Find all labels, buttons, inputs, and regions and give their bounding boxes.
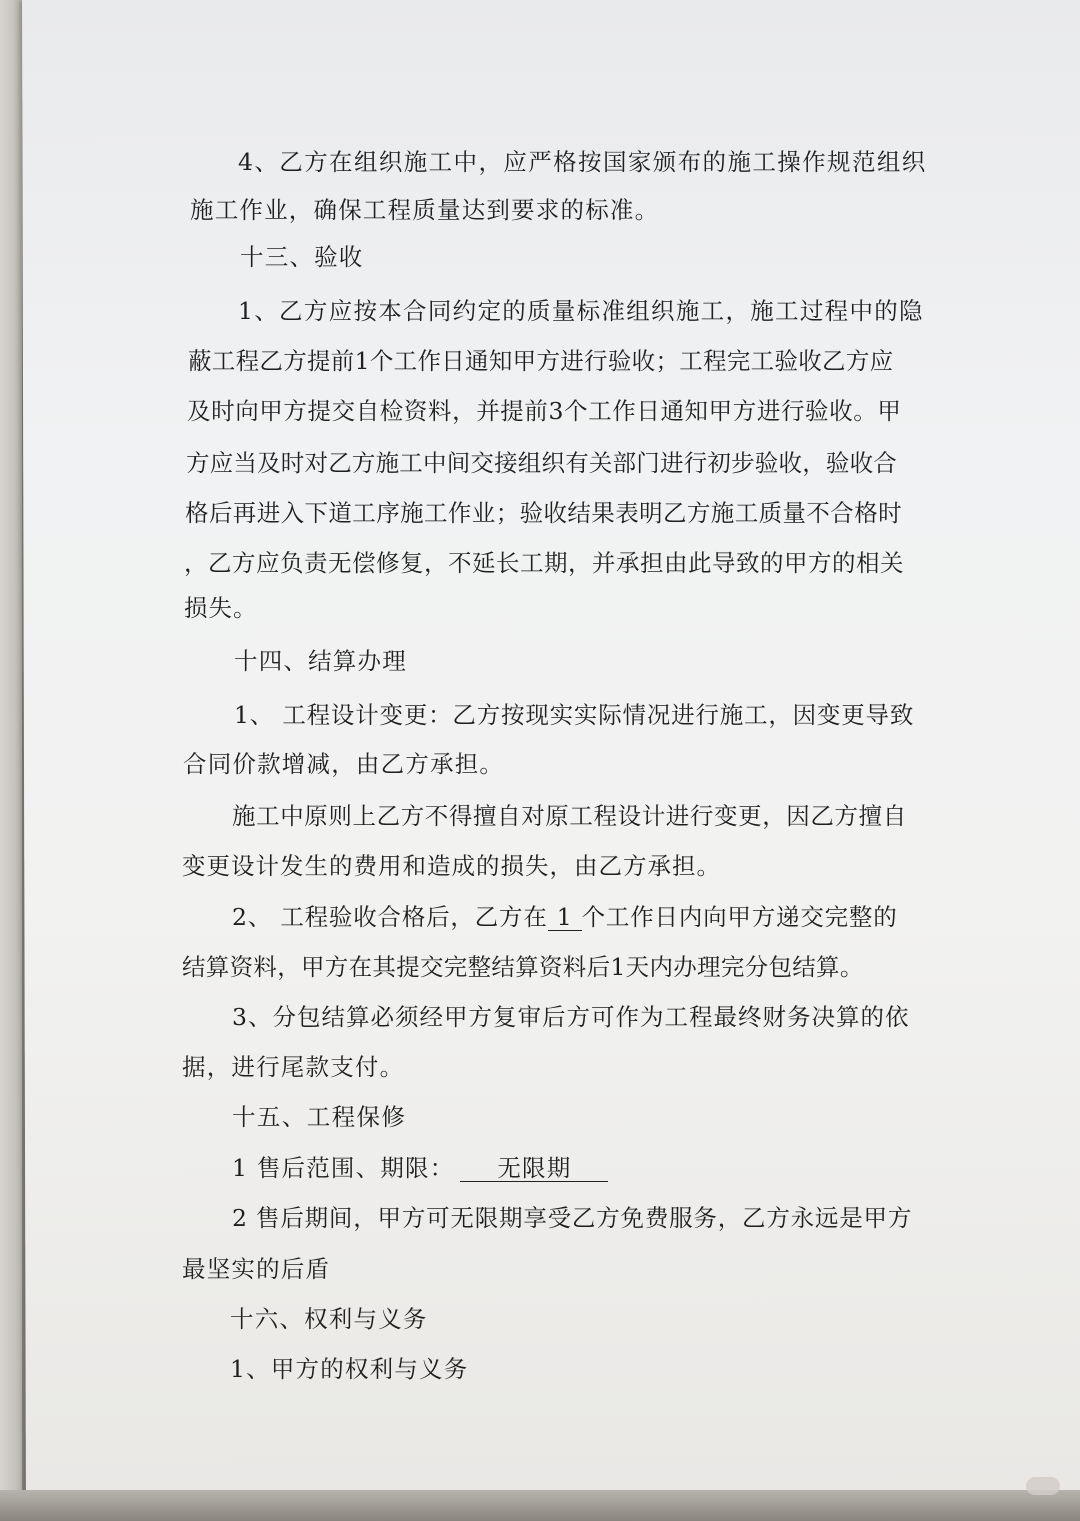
text-line-13: 合同价款增减，由乙方承担。 [183, 750, 505, 778]
text-line-4: 1、乙方应按本合同约定的质量标准组织施工，施工过程中的隐 [238, 297, 924, 325]
text-line-8: 格后再进入下道工序施工作业；验收结果表明乙方施工质量不合格时 [185, 499, 902, 527]
text-line-23: 最坚实的后盾 [182, 1255, 331, 1283]
section-heading-15: 十五、工程保修 [232, 1103, 407, 1131]
section-heading-16: 十六、权利与义务 [230, 1305, 428, 1333]
line-16-end: 个工作日内向甲方递交完整的 [581, 903, 898, 931]
text-line-22: 2 售后期间，甲方可无限期享受乙方免费服务，乙方永远是甲方 [232, 1204, 913, 1232]
text-line-9: ，乙方应负责无偿修复，不延长工期，并承担由此导致的甲方的相关 [184, 549, 904, 577]
text-line-25: 1、甲方的权利与义务 [230, 1355, 469, 1383]
text-line-16 [232, 902, 898, 932]
section-heading-14: 十四、结算办理 [234, 647, 407, 675]
section-heading-13: 十三、验收 [240, 243, 364, 271]
text-line-21 [232, 1153, 608, 1183]
text-line-17: 结算资料，甲方在其提交完整结算资料后1天内办理完分包结算。 [182, 953, 864, 981]
warranty-period-blank: 无限期 [460, 1155, 608, 1182]
text-line-15: 变更设计发生的费用和造成的损失，由乙方承担。 [182, 852, 721, 880]
text-line-18: 3、分包结算必须经甲方复审后方可作为工程最终财务决算的依 [232, 1003, 910, 1031]
watermark-badge [1026, 1477, 1060, 1495]
text-line-7: 方应当及时对乙方施工中间交接组织有关部门进行初步验收，验收合 [186, 449, 897, 477]
text-line-5: 蔽工程乙方提前1个工作日通知甲方进行验收；工程完工验收乙方应 [188, 347, 894, 375]
line-16-start: 2、 工程验收合格后，乙方在 [232, 903, 548, 931]
text-line-14: 施工中原则上乙方不得擅自对原工程设计进行变更，因乙方擅自 [232, 802, 907, 830]
text-line-12: 1、 工程设计变更：乙方按现实实际情况进行施工，因变更导致 [234, 701, 915, 729]
text-line-6: 及时向甲方提交自检资料，并提前3个工作日通知甲方进行验收。甲 [187, 397, 902, 425]
text-line-10: 损失。 [184, 594, 258, 622]
text-line-19: 据，进行尾款支付。 [182, 1053, 405, 1081]
line-21-start: 1 售后范围、期限： [232, 1154, 455, 1182]
text-line-2: 施工作业，确保工程质量达到要求的标准。 [190, 196, 660, 224]
text-line-1: 4、乙方在组织施工中，应严格按国家颁布的施工操作规范组织 [238, 148, 927, 176]
workday-count-blank: 1 [548, 904, 582, 931]
